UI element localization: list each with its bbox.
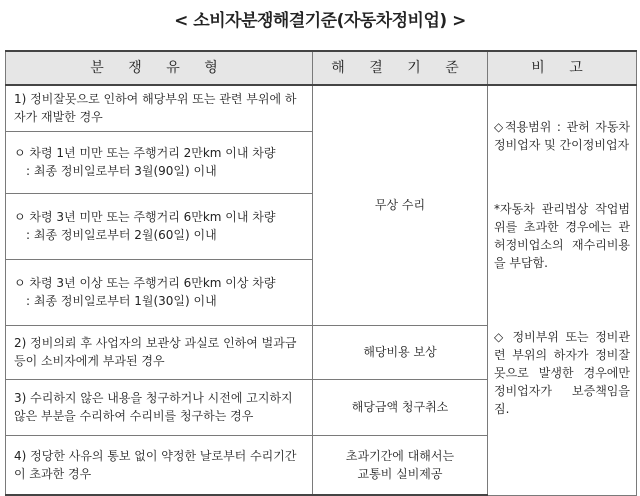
dispute-type-cell: [6, 259, 313, 325]
dispute-type-cell: [6, 85, 313, 131]
dispute-type-text: 4) 정당한 사유의 통보 없이 약정한 날로부터 수리기간이 초과한 경우: [14, 448, 297, 481]
dispute-type-cell: [6, 325, 313, 379]
resolution-cost-compensation: 해당비용 보상: [363, 345, 437, 359]
dispute-type-cell: [6, 435, 313, 495]
dispute-type-cell: [6, 131, 313, 193]
page-title: < 소비자분쟁해결기준(자동차정비업) >: [174, 11, 466, 31]
header-remarks: 비 고: [488, 51, 637, 85]
header-resolution-standard: 해 결 기 준: [313, 51, 488, 85]
table-row: [6, 85, 637, 131]
dispute-type-cell: [6, 379, 313, 435]
resolution-cell: [313, 85, 488, 325]
dispute-type-subtext: : 최종 정비일로부터 3월(90일) 이내: [26, 164, 217, 178]
resolution-transport-line2: 교통비 실비제공: [357, 466, 443, 481]
dispute-type-text: ㅇ 차령 3년 이상 또는 주행거리 6만km 이상 차량: [14, 276, 276, 290]
dispute-resolution-table: [5, 50, 637, 496]
dispute-type-text: 3) 수리하지 않은 내용을 청구하거나 시전에 고지하지 않은 부분을 수리하여 수리비를 청구하는 경우: [14, 391, 293, 423]
dispute-type-subtext: : 최종 정비일로부터 2월(60일) 이내: [26, 228, 217, 242]
resolution-free-repair: 무상 수리: [374, 198, 426, 213]
remark-responsibility: ◇ 정비부위 또는 정비관련 부위의 하자가 정비잘못으로 발생한 경우에만 정비업자가 보증책임을 짐.: [494, 330, 630, 416]
table-header-row: [6, 51, 637, 85]
dispute-type-text: ㅇ 차령 3년 미만 또는 주행거리 6만km 이내 차량: [14, 210, 276, 224]
header-dispute-type: 분 쟁 유 형: [6, 51, 313, 85]
dispute-type-text: 2) 정비의뢰 후 사업자의 보관상 과실로 인하여 벌과금 등이 소비자에게 부과된 경우: [14, 336, 297, 368]
resolution-cell: [313, 379, 488, 435]
resolution-transport-line1: 초과기간에 대해서는: [345, 448, 455, 463]
remarks-cell: [488, 85, 637, 495]
resolution-cell: [313, 435, 488, 495]
dispute-type-text: 1) 정비잘못으로 인하여 해당부위 또는 관련 부위에 하자가 재발한 경우: [14, 92, 297, 125]
dispute-type-subtext: : 최종 정비일로부터 1월(30일) 이내: [26, 294, 217, 308]
resolution-cell: [313, 325, 488, 379]
remark-scope: ◇적용범위 : 관허 자동차정비업자 및 간이정비업자: [494, 120, 630, 152]
dispute-type-text: ㅇ 차령 1년 미만 또는 주행거리 2만km 이내 차량: [14, 146, 276, 160]
remark-note: *자동차 관리법상 작업범위를 초과한 경우에는 관허정비업소의 재수리비용을 부담함.: [494, 202, 630, 270]
dispute-type-cell: [6, 193, 313, 259]
resolution-cancel-claim: 해당금액 청구취소: [351, 400, 449, 414]
